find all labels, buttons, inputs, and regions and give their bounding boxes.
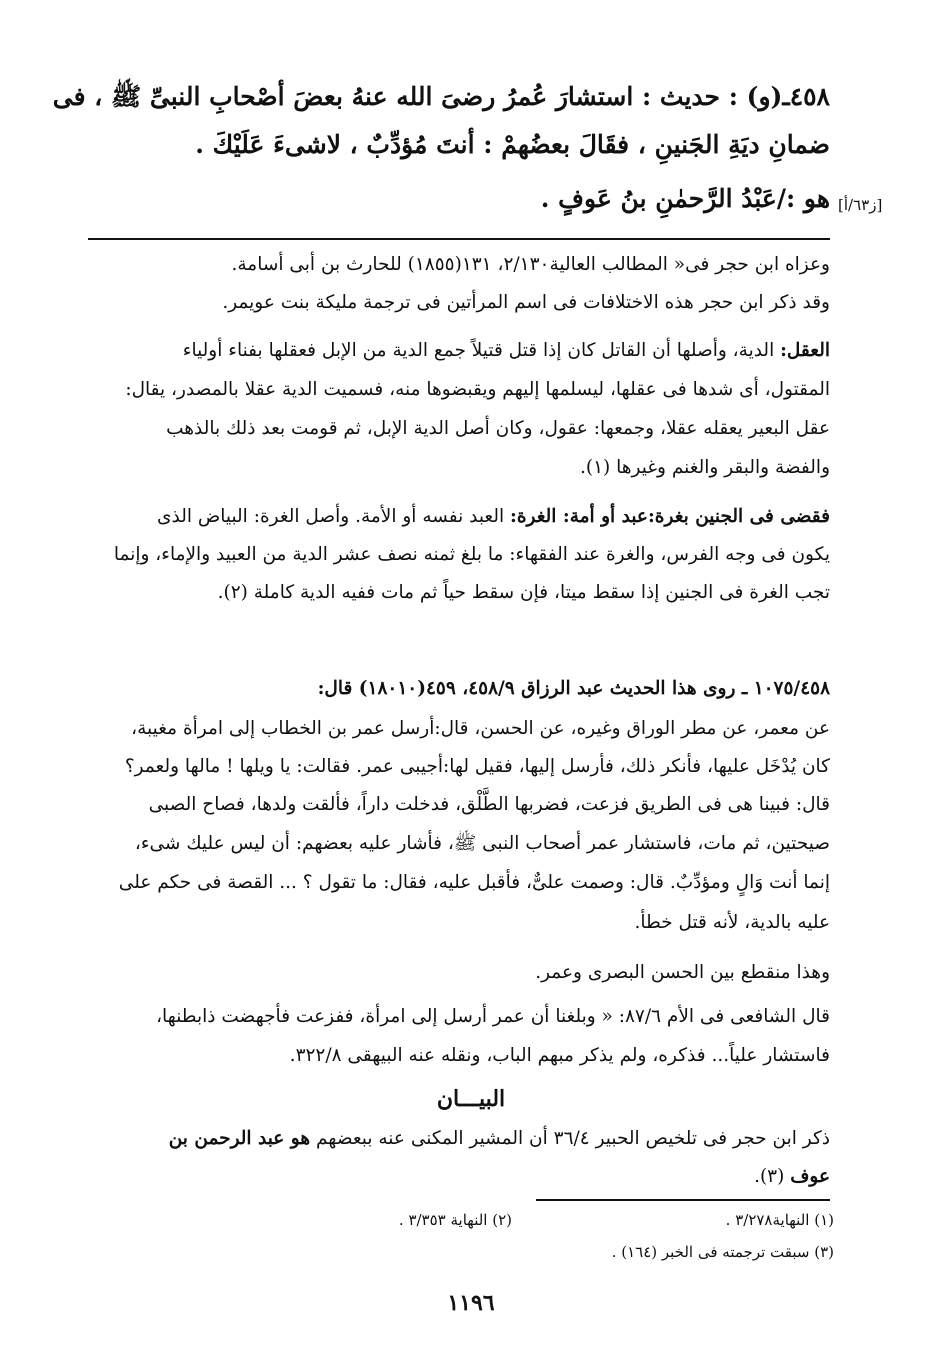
header-divider bbox=[88, 238, 830, 240]
riwaya-note: وهذا منقطع بين الحسن البصرى وعمر. bbox=[535, 962, 830, 983]
folio-marker: [ز٦٣/أ] bbox=[838, 196, 883, 214]
aql-line-1 bbox=[88, 334, 830, 368]
bayan-bold-2: عوف bbox=[790, 1166, 830, 1187]
aql-line-4: والفضة والبقر والغنم وغيرها (١). bbox=[580, 457, 830, 478]
bayan-text-1: ذكر ابن حجر فى تلخيص الحبير ٣٦/٤ أن المشير المكنى عنه ببعضهم bbox=[310, 1128, 830, 1149]
bayan-bold-1: هو عبد الرحمن بن bbox=[168, 1128, 311, 1149]
riwaya-heading: ١٠٧٥/٤٥٨ ـ روى هذا الحديث عبد الرزاق ٤٥٨/٩، ٤٥٩(١٨٠١٠) قال: bbox=[317, 678, 830, 699]
page-number: ١١٩٦ bbox=[447, 1290, 495, 1316]
ghurra-text-1: العبد نفسه أو الأمة. وأصل الغرة: البياض الذى bbox=[157, 506, 511, 527]
aql-text-1: الدية، وأصلها أن القاتل كان إذا قتل قتيلاً جمع الدية من الإبل فعقلها بفناء أولياء bbox=[182, 340, 781, 361]
bayan-line-1 bbox=[88, 1122, 830, 1156]
bayan-text-2: (٣). bbox=[754, 1166, 791, 1187]
intro-line-2: وقد ذكر ابن حجر هذه الاختلافات فى اسم المرأتين فى ترجمة مليكة بنت عويمر. bbox=[222, 292, 830, 313]
riwaya-line-4: صيحتين، ثم مات، فاستشار عمر أصحاب النبى ﷺ، فأشار عليه بعضهم: أن ليس عليك شىء، bbox=[134, 833, 830, 854]
intro-line-1: وعزاه ابن حجر فى« المطالب العالية٢/١٣٠، ١٣١(١٨٥٥) للحارث بن أبى أسامة. bbox=[231, 254, 830, 275]
riwaya-line-3: قال: فبينا هى فى الطريق فزعت، فضربها الطَّلْق، فدخلت داراً، فألقت ولدها، فصاح الصبى bbox=[148, 794, 830, 815]
shafii-line-2: فاستشار علياً... فذكره، ولم يذكر مبهم الباب، ونقله عنه البيهقى ٣٢٢/٨. bbox=[289, 1045, 830, 1066]
aql-term: العقل: bbox=[780, 340, 830, 361]
aql-line-3: عقل البعير يعقله عقلا، وجمعها: عقول، وكان أصل الدية الإبل، ثم قومت بعد ذلك بالذهب bbox=[166, 418, 830, 439]
footnote-divider bbox=[536, 1199, 830, 1201]
ghurra-term: فقضى فى الجنين بغرة:عبد أو أمة: الغرة: bbox=[510, 506, 830, 527]
riwaya-line-2: كان يُدْخَل عليها، فأنكر ذلك، فأرسل إليها، فقيل لها:أجيبى عمر. فقالت: يا ويلها ! مالها ولعمر؟ bbox=[124, 756, 830, 777]
bayan-title: البيـــان bbox=[436, 1086, 506, 1112]
ghurra-line-1 bbox=[88, 500, 830, 534]
footnote-2: (٢) النهاية ٣/٣٥٣ . bbox=[398, 1211, 512, 1229]
ghurra-line-3: تجب الغرة فى الجنين إذا سقط ميتا، فإن سقط حياً ثم مات ففيه الدية كاملة (٢). bbox=[217, 582, 830, 603]
footnote-3: (٣) سبقت ترجمته فى الخبر (١٦٤) . bbox=[611, 1243, 834, 1261]
footnote-1: (١) النهاية٣/٢٧٨ . bbox=[725, 1211, 834, 1229]
riwaya-line-6: عليه بالدية، لأنه قتل خطأ. bbox=[634, 912, 830, 933]
hadith-line-2: ضمانِ ديَةِ الجَنينِ ، فقَالَ بعضُهمْ : أنتَ مُؤدِّبٌ ، لاشىءَ عَلَيْكَ . bbox=[195, 130, 830, 159]
bayan-line-2 bbox=[88, 1160, 830, 1194]
ghurra-line-2: يكون فى وجه الفرس، والغرة عند الفقهاء: ما بلغ ثمنه نصف عشر الدية من العبيد والإماء، وإنما bbox=[113, 544, 830, 565]
shafii-line-1: قال الشافعى فى الأم ٨٧/٦: « وبلغنا أن عمر أرسل إلى امرأة، ففزعت فأجهضت ذابطنها، bbox=[156, 1006, 830, 1027]
riwaya-line-1: عن معمر، عن مطر الوراق وغيره، عن الحسن، قال:أرسل عمر بن الخطاب إلى امرأة مغيبة، bbox=[131, 718, 830, 739]
aql-line-2: المقتول، أى شدها فى عقلها، ليسلمها إليهم ويقبضوها منه، فسميت الدية عقلا بالمصدر، يقال: bbox=[125, 379, 830, 400]
hadith-line-1: ٤٥٨ـ(و) : حديث : استشارَ عُمرُ رضىَ الله عنهُ بعضَ أصْحابِ النبىِّ ﷺ ، فى bbox=[52, 82, 830, 111]
riwaya-line-5: إنما أنت وَالٍ ومؤدِّبٌ. قال: وصمت علىٌّ، فأقبل عليه، فقال: ما تقول ؟ ... القصة فى حكم على bbox=[118, 872, 830, 893]
hadith-line-3: هو :/عَبْدُ الرَّحمٰنِ بنُ عَوفٍ . bbox=[540, 184, 830, 213]
